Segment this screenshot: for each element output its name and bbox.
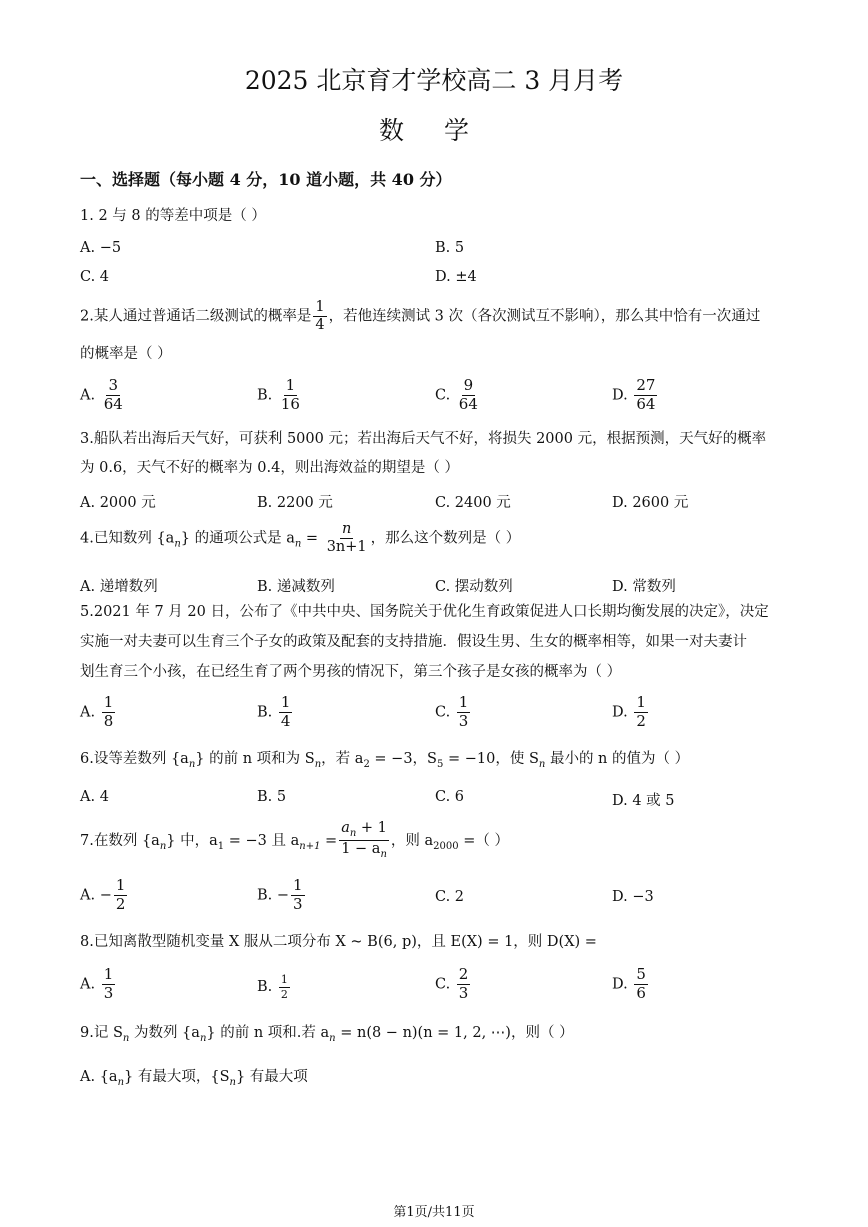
q5-option-d: D. $\frac{1}{2}$ bbox=[612, 693, 646, 730]
q8-option-d: D. $\frac{5}{6}$ bbox=[612, 965, 646, 1002]
q8-option-a: A. $\frac{1}{3}$ bbox=[80, 965, 114, 1002]
q1-option-a: A. −5 bbox=[80, 240, 122, 256]
question-6: 6.设等差数列 $\{a_n\}$ 的前 n 项和为 $S_n$，若 $a_2 = -3$，$S_5 = -10$，使 $S_n$ 最小的 n 的值为（ ） bbox=[80, 751, 690, 770]
question-2-line2: 的概率是（ ） bbox=[80, 346, 172, 362]
q2-option-d: D. $\frac{27}{64}$ bbox=[612, 376, 656, 413]
subject-heading: 数学 bbox=[378, 116, 509, 145]
q6-option-a: A. 4 bbox=[80, 789, 109, 805]
question-7: 7.在数列 $\{a_n\}$ 中，$a_1 = -3$ 且 $a_{n+1}$ = $\frac{a_n + 1}{1 - a_n}$ ，则 $a_{2000}$ =（ ） bbox=[80, 820, 509, 861]
q7-option-a: A. − $\frac{1}{2}$ bbox=[80, 876, 126, 913]
page-title: 2025 北京育才学校高二 3 月月考 bbox=[244, 66, 624, 95]
q7-option-b: B. − $\frac{1}{3}$ bbox=[257, 876, 303, 913]
question-5-line3: 划生育三个小孩，在已经生育了两个男孩的情况下，第三个孩子是女孩的概率为（ ） bbox=[80, 664, 622, 680]
q4-option-a: A. 递增数列 bbox=[80, 579, 158, 595]
q2-option-c: C. $\frac{9}{64}$ bbox=[435, 376, 478, 413]
q3-option-d: D. 2600 元 bbox=[612, 495, 689, 511]
q9-option-a: A. $\{a_n\}$ 有最大项，$\{S_n\}$ 有最大项 bbox=[80, 1069, 308, 1088]
section-heading: 一、选择题（每小题 4 分，10 道小题，共 40 分） bbox=[80, 170, 452, 189]
q5-option-b: B. $\frac{1}{4}$ bbox=[257, 693, 291, 730]
question-5: 5.2021 年 7 月 20 日，公布了《中共中央、国务院关于优化生育政策促进人口长期均衡发展的决定》，决定 bbox=[80, 604, 769, 620]
question-3: 3.船队若出海后天气好，可获利 5000 元；若出海后天气不好，将损失 2000 元，根据预测，天气好的概率 bbox=[80, 431, 767, 447]
question-2: 2.某人通过普通话二级测试的概率是 $\frac{1}{4}$ ，若他连续测试 3 次（各次测试互不影响），那么其中恰有一次通过 bbox=[80, 299, 761, 334]
question-1: 1. 2 与 8 的等差中项是（ ） bbox=[80, 208, 266, 224]
q1-option-d: D. ±4 bbox=[435, 269, 477, 285]
question-4: 4.已知数列 $\{a_n\}$ 的通项公式是 $a_n$ = $\frac{n}{3n+1}$ ，那么这个数列是（ ） bbox=[80, 521, 521, 556]
question-9: 9.记 $S_n$ 为数列 $\{a_n\}$ 的前 n 项和.若 $a_n = n(8 - n)(n = 1$, 2, ⋯)，则（ ） bbox=[80, 1025, 574, 1044]
question-5-line2: 实施一对夫妻可以生育三个子女的政策及配套的支持措施．假设生男、生女的概率相等，如果一对夫妻计 bbox=[80, 634, 747, 650]
q5-option-a: A. $\frac{1}{8}$ bbox=[80, 693, 114, 730]
q1-option-b: B. 5 bbox=[435, 240, 465, 256]
q2-option-a: A. $\frac{3}{64}$ bbox=[80, 376, 123, 413]
q4-option-b: B. 递减数列 bbox=[257, 579, 335, 595]
q3-option-b: B. 2200 元 bbox=[257, 495, 333, 511]
q8-option-b: B. $\frac{1}{2}$ bbox=[257, 973, 288, 1001]
question-3-line2: 为 0.6，天气不好的概率为 0.4，则出海效益的期望是（ ） bbox=[80, 460, 459, 476]
q1-option-c: C. 4 bbox=[80, 269, 110, 285]
q3-option-a: A. 2000 元 bbox=[80, 495, 156, 511]
q3-option-c: C. 2400 元 bbox=[435, 495, 511, 511]
q7-option-d: D. −3 bbox=[612, 889, 654, 905]
q6-option-d: D. 4 或 5 bbox=[612, 793, 675, 809]
q4-option-d: D. 常数列 bbox=[612, 579, 676, 595]
q6-option-c: C. 6 bbox=[435, 789, 465, 805]
q6-option-b: B. 5 bbox=[257, 789, 287, 805]
q2-option-b: B. $\frac{1}{16}$ bbox=[257, 376, 300, 413]
q5-option-c: C. $\frac{1}{3}$ bbox=[435, 693, 469, 730]
q8-option-c: C. $\frac{2}{3}$ bbox=[435, 965, 469, 1002]
page-footer: 第1页/共11页 bbox=[393, 1205, 475, 1220]
question-8: 8.已知离散型随机变量 X 服从二项分布 X ~ B(6, p)，且 E(X) = 1，则 D(X) = bbox=[80, 934, 597, 950]
q7-option-c: C. 2 bbox=[435, 889, 465, 905]
q4-option-c: C. 摆动数列 bbox=[435, 579, 513, 595]
